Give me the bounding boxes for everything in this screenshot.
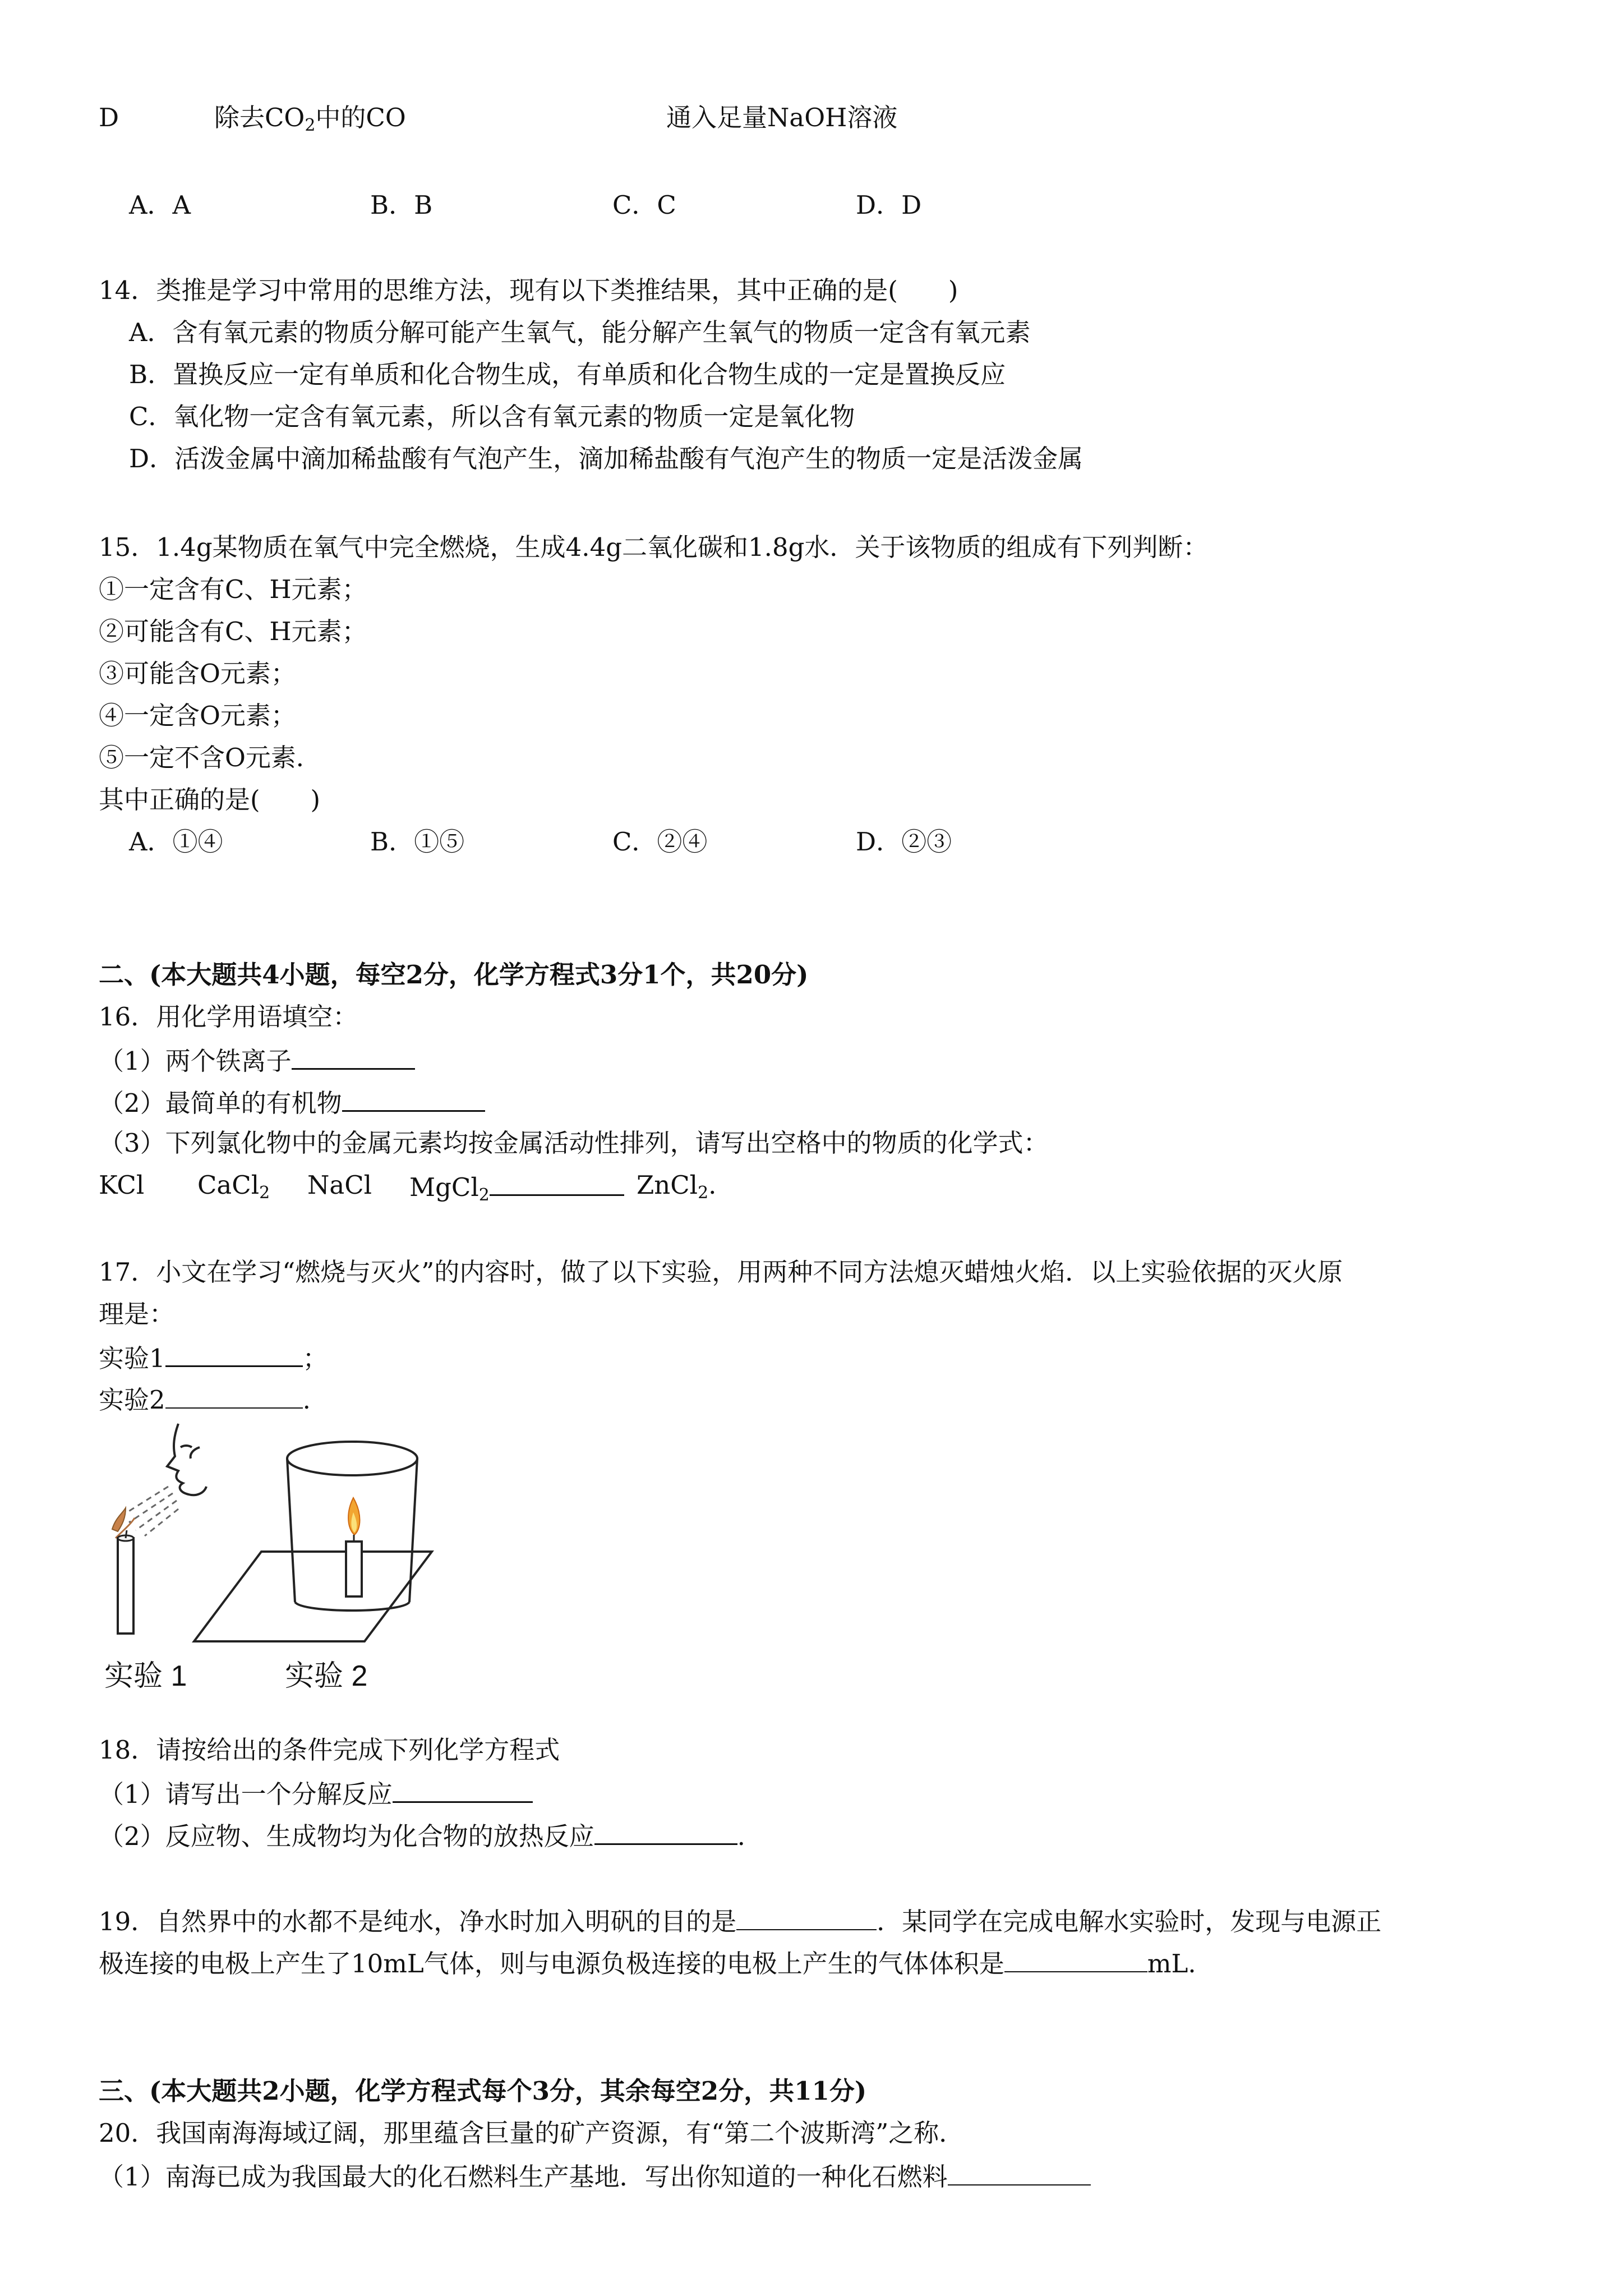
q16-chloride-kcl: KCl — [99, 1170, 145, 1200]
q16-stem: 16．用化学用语填空： — [99, 1002, 358, 1032]
q13-option-c: C．C — [612, 190, 676, 220]
experiment-2-caption: 实验 2 — [285, 1660, 368, 1692]
experiment-figure — [95, 1419, 499, 1688]
q14-option-b: B．置换反应一定有单质和化合物生成，有单质和化合物生成的一定是置换反应 — [129, 360, 1006, 389]
q16-chloride-cacl2: CaCl$_2$ — [197, 1170, 270, 1203]
q13-option-a: A．A — [129, 190, 191, 220]
table-row-d — [99, 102, 119, 134]
q15-option-c: C．②④ — [612, 827, 708, 857]
q20-stem: 20．我国南海海域辽阔，那里蕴含巨量的矿产资源，有“第二个波斯湾”之称． — [99, 2118, 965, 2148]
q13-option-b: B．B — [370, 190, 433, 220]
q18-part-2: （2）反应物、生成物均为化合物的放热反应 . — [99, 1819, 745, 1852]
q15-option-d: D．②③ — [856, 827, 952, 857]
q19-line-1: 19．自然界中的水都不是纯水，净水时加入明矾的目的是 ．某同学在完成电解水实验时，发现与电源正 — [99, 1904, 1381, 1938]
q15-item-2: ②可能含有C、H元素； — [99, 616, 367, 646]
q15-item-5: ⑤一定不含O元素． — [99, 743, 321, 772]
breath-lines-icon — [123, 1487, 178, 1536]
q15-stem: 15．1.4g某物质在氧气中完全燃烧，生成4.4g二氧化碳和1.8g水．关于该物质的组成有下列判断： — [99, 532, 1209, 562]
q15-question: 其中正确的是( ) — [99, 785, 321, 815]
q17-experiment-1: 实验1 ； — [99, 1341, 328, 1374]
q19-line-2: 极连接的电极上产生了10mL气体，则与电源负极连接的电极上产生的气体体积是 mL. — [99, 1947, 1196, 1980]
q15-option-a: A．①④ — [129, 827, 223, 857]
q17-experiment-2: 实验2 . — [99, 1383, 311, 1416]
q18-part-1: （1）请写出一个分解反应 — [99, 1777, 533, 1810]
q13-option-d: D．D — [856, 190, 922, 220]
q16-blank-3[interactable] — [490, 1170, 624, 1196]
q19-blank-1[interactable] — [736, 1904, 877, 1930]
q18-blank-2[interactable] — [594, 1819, 737, 1845]
q20-blank-1[interactable] — [948, 2160, 1091, 2185]
q16-blank-1[interactable] — [292, 1043, 415, 1070]
q15-item-4: ④一定含O元素； — [99, 701, 296, 730]
q16-chloride-mgcl2: MgCl$_2$ — [409, 1170, 624, 1203]
row-d-task: 除去$CO_2$中的CO — [214, 103, 406, 135]
glass-plate-icon — [194, 1552, 432, 1641]
q17-blank-1[interactable] — [165, 1341, 303, 1367]
q19-blank-2[interactable] — [1004, 1947, 1147, 1972]
row-d-method: 通入足量NaOH溶液 — [666, 103, 898, 132]
row-d-label: D — [99, 103, 119, 132]
q18-blank-1[interactable] — [393, 1777, 533, 1803]
face-profile-icon — [167, 1424, 206, 1495]
q18-stem: 18．请按给出的条件完成下列化学方程式 — [99, 1735, 560, 1765]
q14-option-d: D．活泼金属中滴加稀盐酸有气泡产生，滴加稀盐酸有气泡产生的物质一定是活泼金属 — [129, 444, 1083, 473]
q17-stem-line-2: 理是： — [99, 1299, 175, 1329]
q16-part-1: （1）两个铁离子 — [99, 1043, 415, 1077]
q15-item-3: ③可能含O元素； — [99, 659, 296, 688]
q16-chloride-nacl: NaCl — [307, 1170, 372, 1200]
q20-part-1: （1）南海已成为我国最大的化石燃料生产基地．写出你知道的一种化石燃料 — [99, 2160, 1091, 2193]
q16-part-3: （3）下列氯化物中的金属元素均按金属活动性排列，请写出空格中的物质的化学式： — [99, 1128, 1049, 1158]
q15-item-1: ①一定含有C、H元素； — [99, 574, 367, 604]
q16-part-2: （2）最简单的有机物 — [99, 1085, 485, 1119]
candle-2-icon — [346, 1498, 362, 1596]
q14-option-a: A．含有氧元素的物质分解可能产生氧气，能分解产生氧气的物质一定含有氧元素 — [129, 318, 1031, 347]
experiment-1-caption: 实验 1 — [104, 1660, 187, 1692]
q14-stem: 14．类推是学习中常用的思维方法，现有以下类推结果，其中正确的是( ) — [99, 275, 958, 305]
section-3-header: 三、(本大题共2小题，化学方程式每个3分，其余每空2分，共11分) — [99, 2076, 867, 2106]
q17-stem-line-1: 17．小文在学习“燃烧与灭火”的内容时，做了以下实验，用两种不同方法熄灭蜡烛火焰．以上实验依据的灭火原 — [99, 1257, 1343, 1287]
q16-chloride-zncl2: ZnCl$_2$. — [637, 1170, 717, 1203]
section-2-header: 二、(本大题共4小题，每空2分，化学方程式3分1个，共20分) — [99, 960, 809, 990]
q16-blank-2[interactable] — [342, 1085, 485, 1112]
candle-1-icon — [112, 1508, 135, 1634]
q15-option-b: B．①⑤ — [370, 827, 465, 857]
q17-blank-2[interactable] — [165, 1383, 303, 1409]
q14-option-c: C．氧化物一定含有氧元素，所以含有氧元素的物质一定是氧化物 — [129, 402, 855, 431]
